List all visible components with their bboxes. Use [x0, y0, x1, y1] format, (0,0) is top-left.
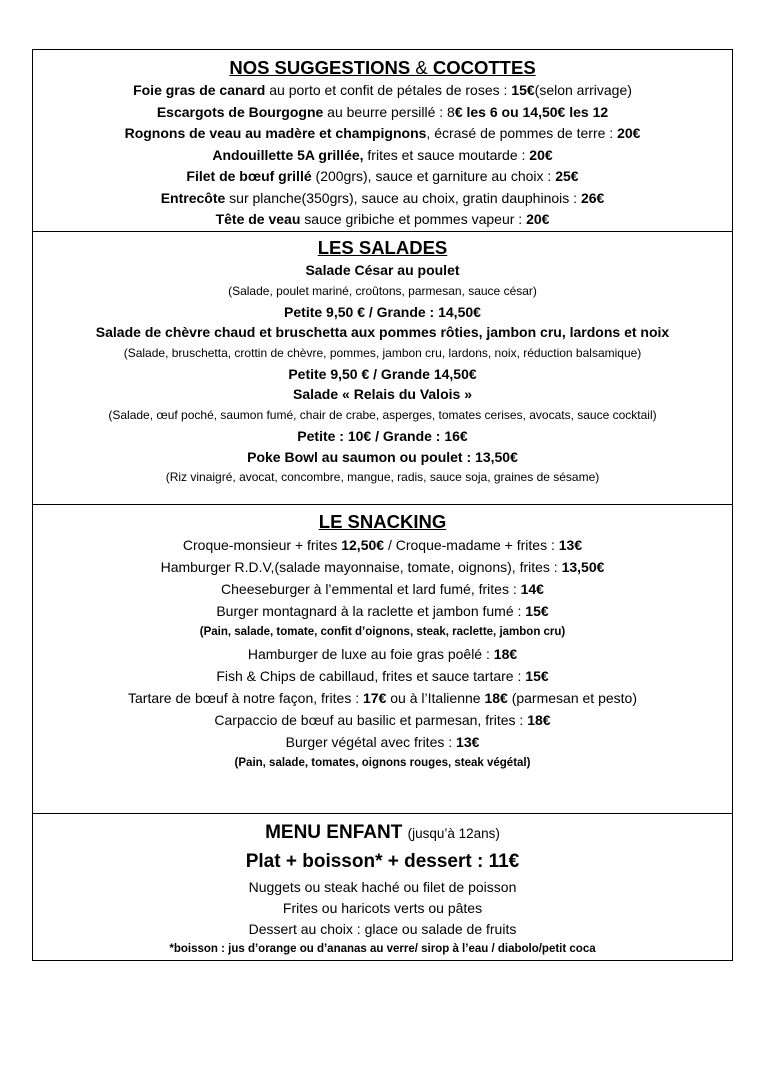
salad-name: Salade « Relais du Valois » [293, 386, 472, 403]
section-snacking [33, 505, 732, 814]
menu-item: Andouillette 5A grillée, frites et sauce moutarde : 20€ [212, 146, 553, 163]
snack-item: Burger végétal avec frites : 13€ [285, 734, 480, 750]
salad-description: (Salade, bruschetta, crottin de chèvre, pommes, jambon cru, lardons, noix, réduction balsamique) [123, 345, 642, 360]
snack-item: Tartare de bœuf à notre façon, frites : 17€ ou à l’Italienne 18€ (parmesan et pesto) [128, 690, 637, 706]
menu-item: Escargots de Bourgogne au beurre persillé : 8€ les 6 ou 14,50€ les 12 [156, 103, 609, 120]
section-salades [33, 232, 732, 505]
menu-item: Rognons de veau au madère et champignons, écrasé de pommes de terre : 20€ [124, 125, 641, 141]
menu-item: Tête de veau sauce gribiche et pommes vapeur : 20€ [215, 211, 550, 227]
section-menu-enfant [33, 814, 732, 960]
salad-description: (Salade, poulet mariné, croûtons, parmesan, sauce césar) [228, 283, 537, 298]
snack-item: Croque-monsieur + frites 12,50€ / Croque-madame + frites : 13€ [182, 537, 583, 553]
section-title-salades: LES SALADES [317, 237, 448, 258]
kids-option: Frites ou haricots verts ou pâtes [282, 900, 483, 916]
snack-description: (Pain, salade, tomates, oignons rouges, steak végétal) [234, 757, 531, 769]
kids-formula: Plat + boisson* + dessert : 11€ [245, 851, 520, 872]
section-title-snacking: LE SNACKING [318, 511, 447, 532]
kids-option: Nuggets ou steak haché ou filet de poisson [248, 879, 517, 895]
salad-price: Petite : 10€ / Grande : 16€ [297, 427, 468, 444]
drink-note: *boisson : jus d’orange ou d’ananas au verre/ sirop à l’eau / diabolo/petit coca [169, 943, 596, 955]
salad-name: Poke Bowl au saumon ou poulet : 13,50€ [247, 448, 518, 465]
snack-item: Fish & Chips de cabillaud, frites et sauce tartare : 15€ [216, 668, 549, 684]
menu-item: Entrecôte sur planche(350grs), sauce au choix, gratin dauphinois : 26€ [160, 189, 605, 206]
snack-item: Burger montagnard à la raclette et jambon fumé : 15€ [216, 603, 549, 619]
snack-item: Cheeseburger à l’emmental et lard fumé, frites : 14€ [221, 581, 544, 597]
section-title-suggestions: NOS SUGGESTIONS & COCOTTES [229, 57, 536, 78]
menu-card [32, 49, 733, 961]
salad-price: Petite 9,50 € / Grande 14,50€ [288, 365, 477, 382]
kids-option: Dessert au choix : glace ou salade de fruits [248, 921, 517, 937]
snack-description: (Pain, salade, tomate, confit d’oignons, steak, raclette, jambon cru) [199, 626, 566, 638]
salad-name: Salade de chèvre chaud et bruschetta aux pommes rôties, jambon cru, lardons et noix [95, 324, 670, 341]
salad-description: (Riz vinaigré, avocat, concombre, mangue, radis, sauce soja, graines de sésame) [165, 470, 600, 485]
section-title-enfant: MENU ENFANT (jusqu’à 12ans) [265, 822, 500, 843]
menu-item: Filet de bœuf grillé (200grs), sauce et garniture au choix : 25€ [186, 168, 579, 184]
snack-item: Carpaccio de bœuf au basilic et parmesan, frites : 18€ [214, 712, 551, 728]
menu-item: Foie gras de canard au porto et confit de pétales de roses : 15€(selon arrivage) [133, 82, 632, 98]
salad-name: Salade César au poulet [305, 262, 460, 278]
snack-item: Hamburger de luxe au foie gras poêlé : 18€ [247, 646, 518, 662]
salad-price: Petite 9,50 € / Grande : 14,50€ [284, 303, 481, 320]
snack-item: Hamburger R.D.V,(salade mayonnaise, tomate, oignons), frites : 13,50€ [160, 559, 605, 575]
section-suggestions [33, 50, 732, 232]
salad-description: (Salade, œuf poché, saumon fumé, chair de crabe, asperges, tomates cerises, avocats, sauce cocktail) [108, 407, 657, 422]
